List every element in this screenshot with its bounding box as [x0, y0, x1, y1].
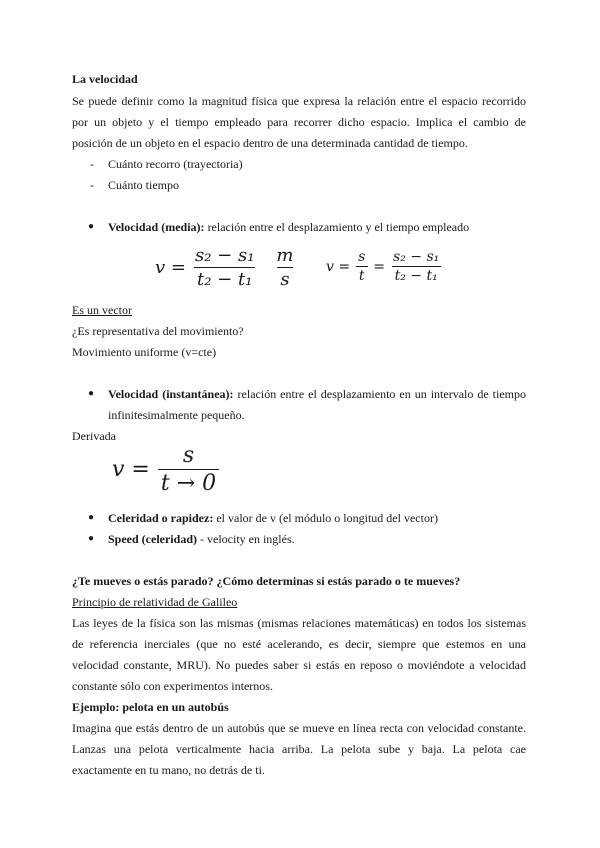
ejemplo-line-1: Imagina que estás dentro de un autobús que se mueve en línea recta con velocidad constante.: [72, 721, 526, 735]
formula-denominator: t₂ − t₁: [392, 266, 441, 284]
galileo-line-1: Las leyes de la física son las mismas (mismas relaciones matemáticas) en todos los sistemas: [72, 616, 526, 630]
formula-equals: =: [373, 258, 386, 275]
formula-denominator: t₂ − t₁: [194, 267, 255, 290]
formula-numerator: s: [358, 249, 366, 265]
uniforme-line: Movimiento uniforme (v=cte): [72, 345, 217, 359]
vector-line: Es un vector: [72, 303, 132, 317]
media-text: relación entre el desplazamiento y el tiempo empleado: [204, 220, 470, 234]
formula-fraction-diff: [390, 249, 442, 284]
formula-numerator: s: [182, 443, 195, 468]
formula-instantanea: [112, 443, 219, 496]
ejemplo-line-2: Lanzas una pelota verticalmente hacia arriba. La pelota sube y baja. La pelota cae: [72, 742, 526, 756]
dash-item-tiempo: Cuánto tiempo: [108, 178, 179, 192]
celeridad-text: el valor de v (el módulo o longitud del vector): [213, 511, 438, 525]
section-title: La velocidad: [72, 72, 138, 86]
formula-denominator: t → 0: [158, 469, 219, 496]
bullet-icon: ●: [88, 388, 95, 399]
ejemplo-heading: Ejemplo: pelota en un autobús: [72, 700, 229, 714]
galileo-line-2: de referencia inerciales (que no esté acelerando, es decir, siempre que estemos en una: [72, 637, 526, 651]
formula-lhs: v =: [326, 258, 351, 275]
principio-heading: Principio de relatividad de Galileo: [72, 595, 238, 609]
intro-line-2: por un objeto y el tiempo empleado para recorrer dicho espacio. Implica el cambio de: [72, 115, 526, 129]
celeridad-label: Celeridad o rapidez:: [108, 511, 214, 525]
bullet-icon: ●: [88, 221, 95, 232]
dash-marker: -: [90, 178, 94, 192]
formula-fraction: [158, 443, 219, 496]
bullet-icon: ●: [88, 512, 95, 523]
intro-line-1: Se puede definir como la magnitud física que expresa la relación entre el espacio recorrido: [72, 94, 526, 108]
formula-numerator: s₂ − s₁: [393, 249, 440, 265]
formula-lhs: v =: [155, 257, 186, 278]
unit-numerator: m: [276, 245, 294, 266]
bullet-media: [108, 219, 469, 235]
intro-line-3: posición de un objeto en el espacio dentro de una determinada cantidad de tiempo.: [72, 136, 468, 150]
representativa-line: ¿Es representativa del movimiento?: [72, 324, 244, 338]
formula-velocidad-media: [155, 245, 297, 290]
derivada-label: Derivada: [72, 429, 116, 443]
bullet-instantanea: [108, 386, 526, 402]
formula-lhs: v =: [112, 457, 150, 482]
dash-marker: -: [90, 157, 94, 171]
speed-text: - velocity en inglés.: [197, 532, 295, 546]
bullet-speed: [108, 531, 295, 547]
formula-fraction-simple: [355, 249, 368, 284]
bullet-icon: ●: [88, 533, 95, 544]
bullet-celeridad: [108, 510, 438, 526]
instantanea-text-2: infinitesimalmente pequeño.: [108, 408, 245, 422]
question-heading: ¿Te mueves o estás parado? ¿Cómo determinas si estás parado o te mueves?: [72, 574, 461, 588]
unit-denominator: s: [277, 267, 292, 290]
speed-label: Speed (celeridad): [108, 532, 197, 546]
ejemplo-line-3: exactamente en tu mano, no detrás de ti.: [72, 763, 265, 777]
formula-fraction: [192, 245, 257, 290]
galileo-line-3: velocidad constante, MRU). No puedes saber si estás en reposo o moviéndote a velocidad: [72, 658, 526, 672]
instantanea-text: relación entre el desplazamiento en un intervalo de tiempo: [233, 387, 526, 401]
media-label: Velocidad (media):: [108, 220, 205, 234]
formula-numerator: s₂ − s₁: [194, 245, 255, 266]
formula-velocidad-media-2: [326, 249, 442, 284]
formula-denominator: t: [356, 266, 368, 284]
galileo-line-4: constante sólo con experimentos internos.: [72, 679, 273, 693]
dash-item-trayectoria: Cuánto recorro (trayectoria): [108, 157, 243, 171]
formula-units: [273, 245, 296, 290]
instantanea-label: Velocidad (instantánea):: [108, 387, 234, 401]
